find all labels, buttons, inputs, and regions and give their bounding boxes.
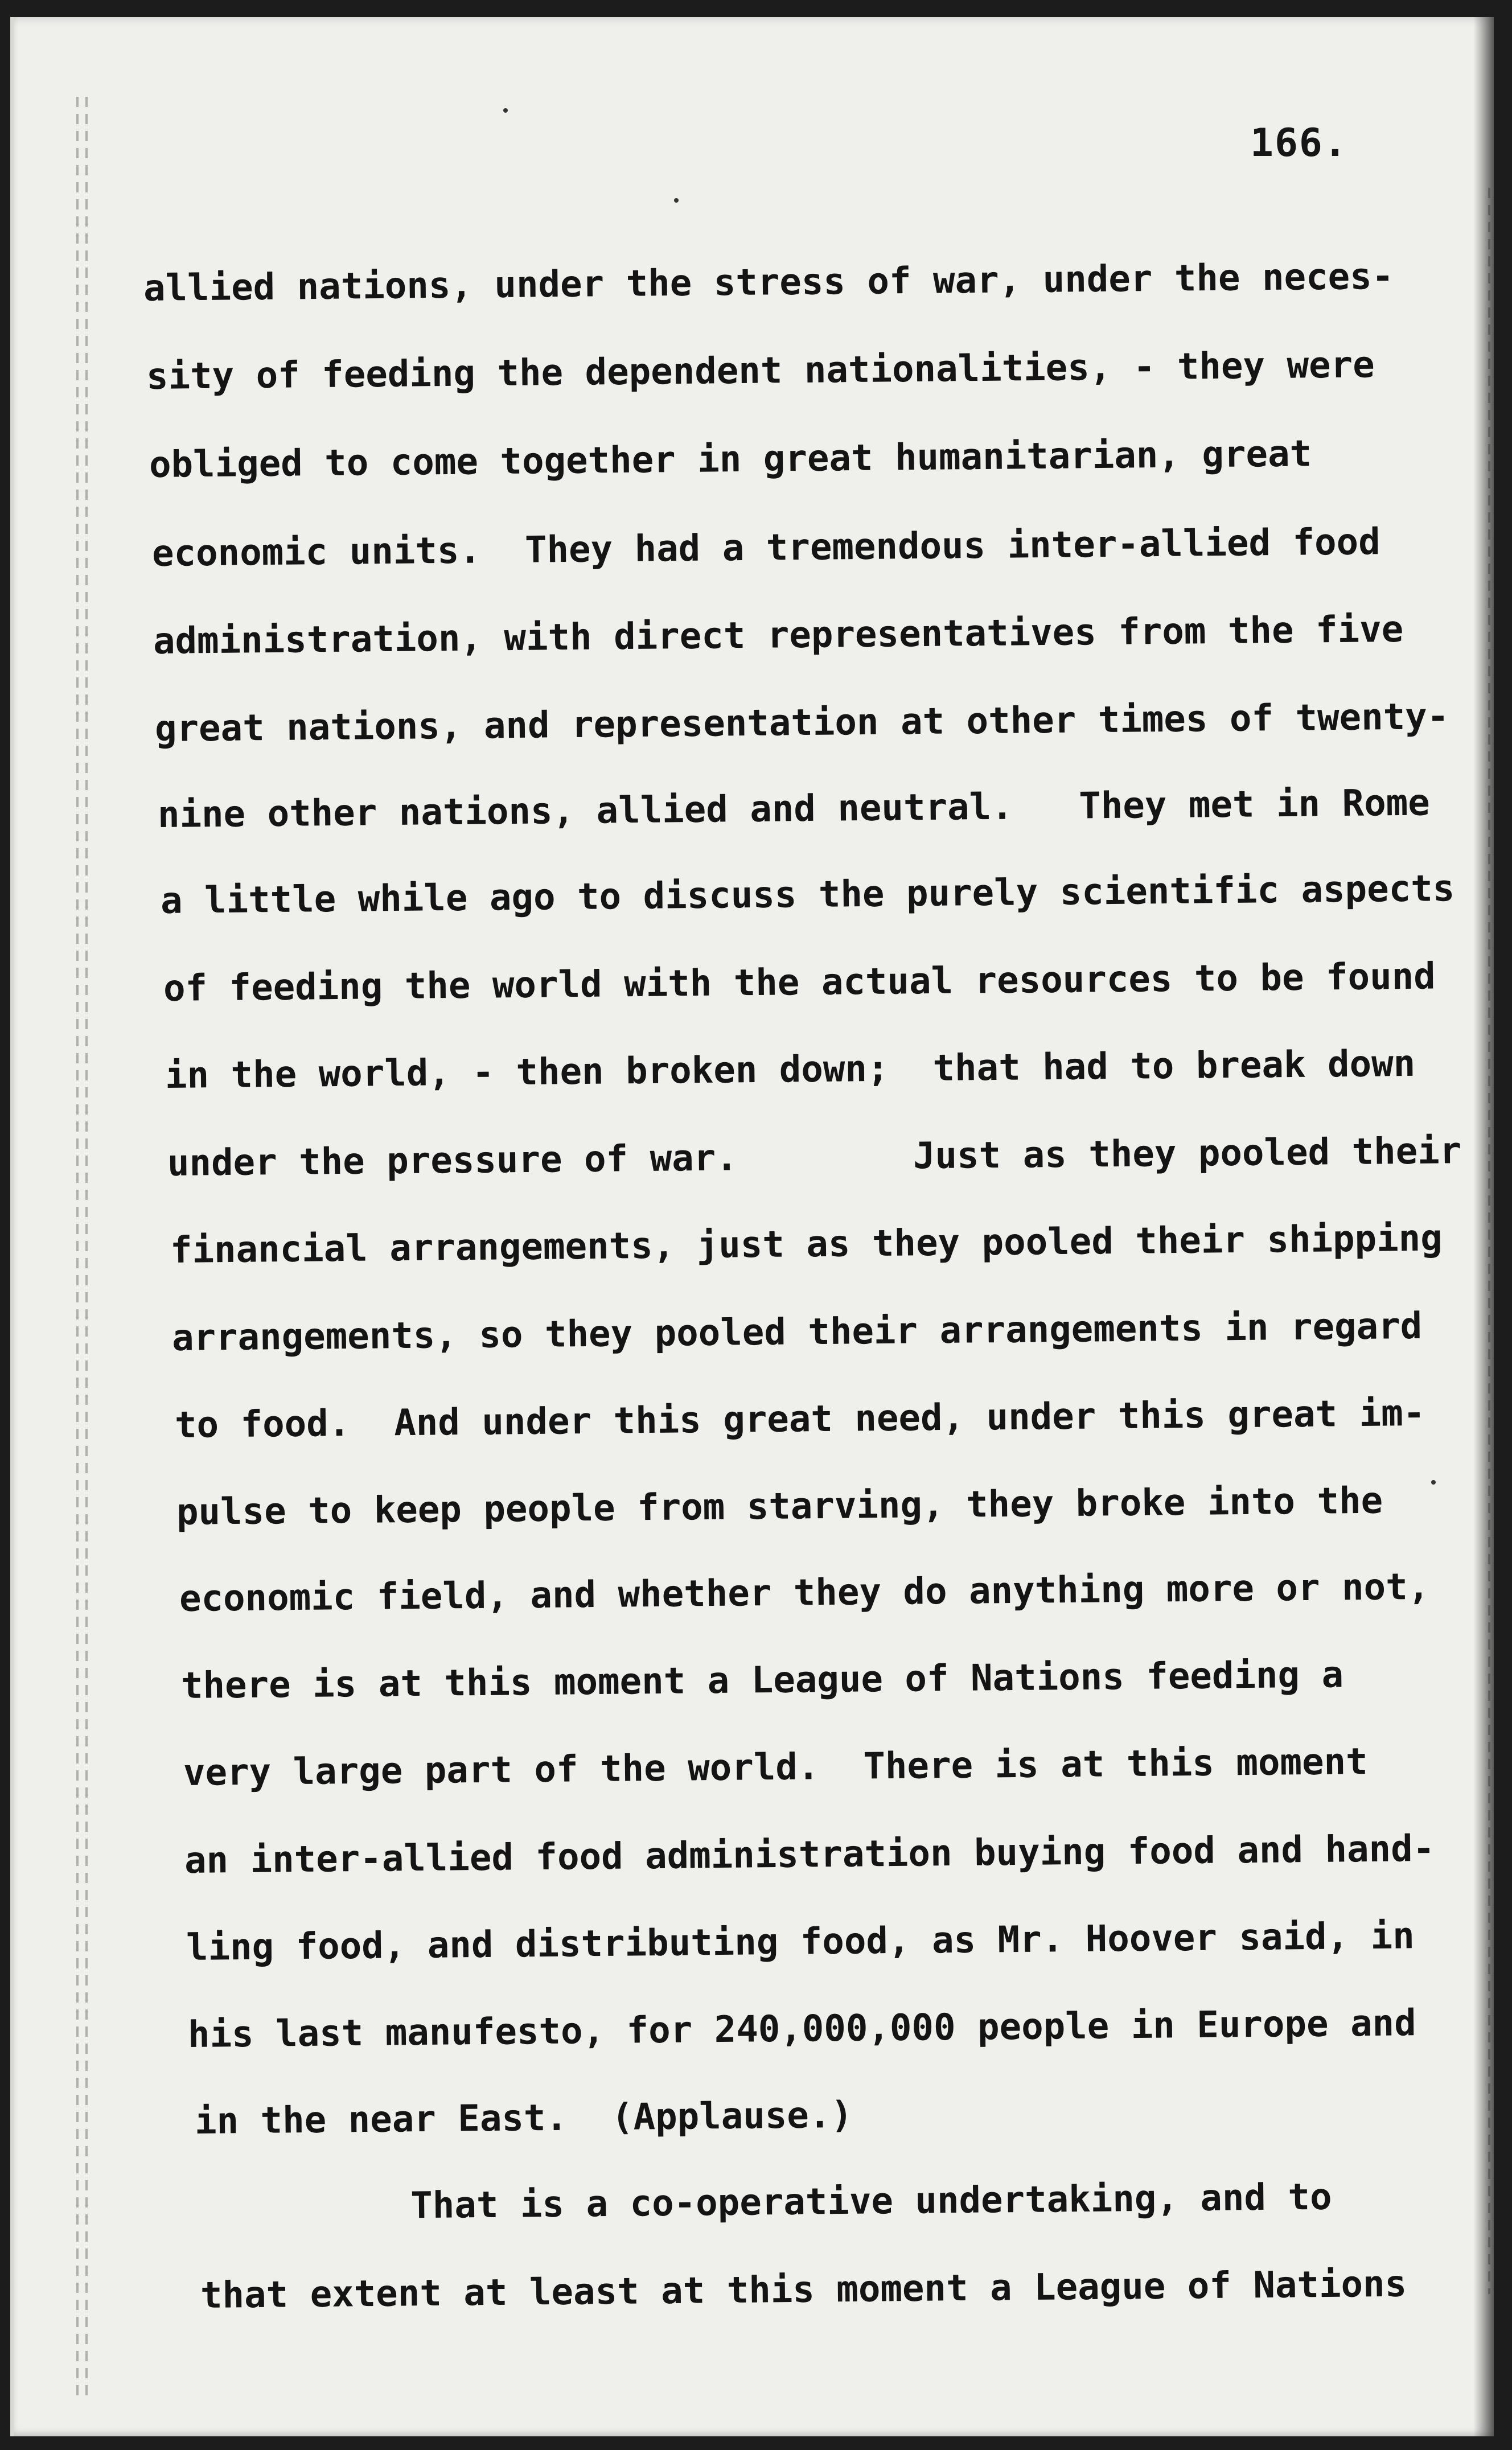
text-line: an inter-allied food administration buying food and hand- (184, 1827, 1435, 1882)
text-line: administration, with direct representatives from the five (153, 608, 1404, 663)
page-number: 166. (1250, 121, 1348, 166)
ink-speck (503, 108, 508, 113)
text-line: great nations, and representation at other times of twenty- (154, 696, 1449, 750)
ink-speck (674, 198, 679, 203)
binding-margin-line (85, 97, 88, 2402)
text-line: of feeding the world with the actual resources to be found (163, 955, 1436, 1010)
binding-margin-line (76, 97, 79, 2402)
document-page (10, 17, 1494, 2436)
text-line: That is a co-operative undertaking, and to (191, 2176, 1332, 2229)
text-line: allied nations, under the stress of war, under the neces- (143, 255, 1394, 310)
text-line: nine other nations, allied and neutral. They met in Rome (157, 782, 1431, 836)
text-line: very large part of the world. There is at this moment (183, 1741, 1368, 1794)
text-line: pulse to keep people from starving, they broke into the (176, 1479, 1383, 1534)
text-line: ling food, and distributing food, as Mr. Hoover said, in (186, 1915, 1415, 1969)
text-line: arrangements, so they pooled their arrangements in regard (171, 1305, 1423, 1359)
text-line: economic field, and whether they do anything more or not, (179, 1565, 1430, 1620)
text-line: there is at this moment a League of Nations feeding a (180, 1654, 1344, 1707)
ink-speck (1431, 1480, 1436, 1485)
text-line: in the world, - then broken down; that had to break down (165, 1042, 1416, 1097)
text-line: that extent at least at this moment a League of Nations (200, 2263, 1407, 2317)
text-line: sity of feeding the dependent nationalities, - they were (146, 344, 1375, 398)
page-edge-shadow (1473, 17, 1494, 2436)
text-line: in the near East. (Applause.) (194, 2094, 853, 2143)
text-line: under the pressure of war. Just as they pooled their (167, 1130, 1462, 1185)
text-line: economic units. They had a tremendous inter-allied food (151, 521, 1381, 575)
text-line: his last manufesto, for 240,000,000 people in Europe and (187, 2002, 1417, 2056)
text-line: to food. And under this great need, under this great im- (174, 1392, 1425, 1446)
text-line: obliged to come together in great humanitarian, great (149, 433, 1312, 486)
text-line: a little while ago to discuss the purely scientific aspects (160, 868, 1455, 922)
text-line: financial arrangements, just as they pooled their shipping (170, 1217, 1443, 1272)
